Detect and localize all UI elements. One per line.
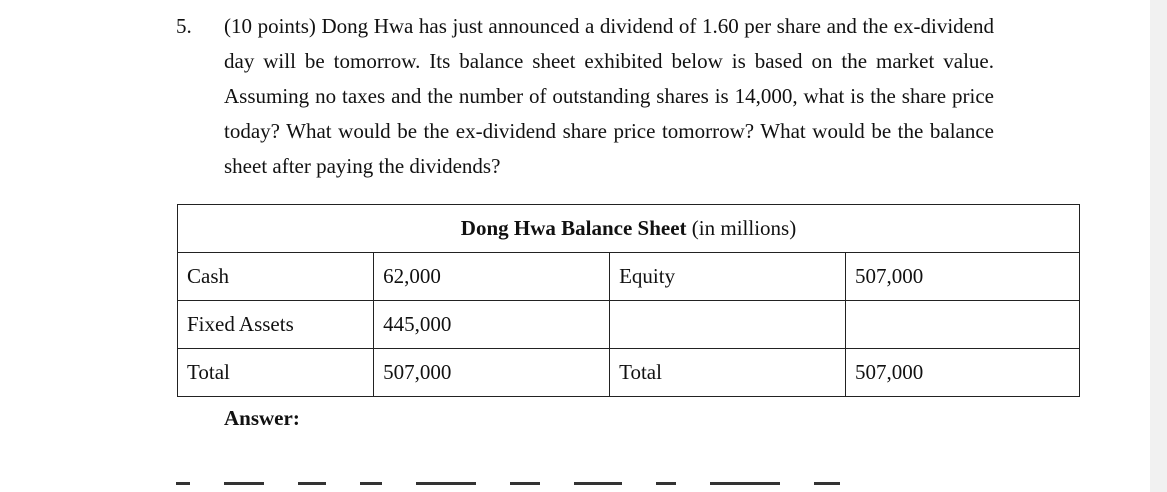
table-title	[178, 205, 1080, 253]
table-row	[178, 301, 1080, 349]
liability-value-cell: 507,000	[846, 253, 1080, 301]
liability-label-cell	[610, 301, 846, 349]
table-row	[178, 349, 1080, 397]
asset-value-cell: 507,000	[374, 349, 610, 397]
table-title-suffix: (in millions)	[686, 216, 797, 240]
page-edge-band	[1150, 0, 1167, 492]
question-text: (10 points) Dong Hwa has just announced a dividend of 1.60 per share and the ex-dividend day will be tomorrow. Its balance sheet exhibited below is based on the market value. Assuming no taxes and the number of outstanding shares is 14,000, what is the share price today? What would be the ex-dividend share price tomorrow? What would be the balance sheet after paying the dividends?	[224, 14, 994, 178]
liability-label-cell: Equity	[610, 253, 846, 301]
table-title-row	[178, 205, 1080, 253]
liability-value-cell	[846, 301, 1080, 349]
balance-sheet-table	[177, 204, 1080, 397]
table-title-bold: Dong Hwa Balance Sheet	[460, 216, 687, 240]
asset-value-cell: 445,000	[374, 301, 610, 349]
liability-value-cell: 507,000	[846, 349, 1080, 397]
asset-value-cell: 62,000	[374, 253, 610, 301]
asset-label-cell: Total	[178, 349, 374, 397]
table-row	[178, 253, 1080, 301]
asset-label-cell: Cash	[178, 253, 374, 301]
asset-label-cell: Fixed Assets	[178, 301, 374, 349]
question-number: 5.	[176, 14, 192, 38]
answer-label: Answer:	[224, 406, 300, 430]
liability-label-cell: Total	[610, 349, 846, 397]
next-question-cutoff	[176, 482, 976, 492]
